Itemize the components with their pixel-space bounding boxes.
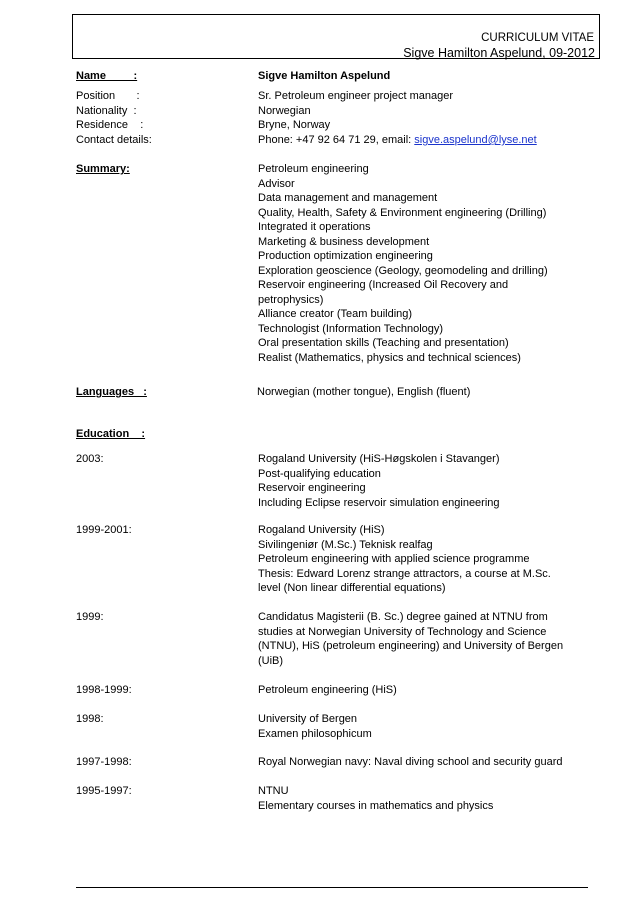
education-detail-line: Sivilingeniør (M.Sc.) Teknisk realfag bbox=[258, 538, 433, 551]
education-detail-line: studies at Norwegian University of Technology and Science bbox=[258, 625, 547, 638]
education-detail-line: Including Eclipse reservoir simulation engineering bbox=[258, 496, 500, 509]
education-detail-line: Elementary courses in mathematics and physics bbox=[258, 799, 494, 812]
summary-item: Reservoir engineering (Increased Oil Recovery and bbox=[258, 279, 509, 291]
summary-label: Summary: bbox=[76, 163, 130, 175]
education-detail-line: NTNU bbox=[258, 785, 289, 797]
education-details bbox=[258, 784, 558, 813]
education-year: 1997-1998: bbox=[76, 756, 132, 768]
education-detail-line: Post-qualifying education bbox=[258, 467, 381, 480]
education-detail-line: Rogaland University (HiS) bbox=[258, 524, 385, 536]
summary-list bbox=[258, 162, 558, 365]
name-label: Name : bbox=[76, 70, 138, 82]
summary-item: Integrated it operations bbox=[258, 221, 371, 233]
education-details bbox=[258, 712, 558, 741]
summary-item: Oral presentation skills (Teaching and presentation) bbox=[258, 337, 509, 349]
summary-item: Petroleum engineering bbox=[258, 163, 369, 175]
education-detail-line: University of Bergen bbox=[258, 713, 358, 725]
education-detail-line: Petroleum engineering with applied science programme bbox=[258, 553, 530, 565]
education-detail-line: Thesis: Edward Lorenz strange attractors, a course at M.Sc. bbox=[258, 567, 551, 580]
education-year: 2003: bbox=[76, 453, 104, 465]
residence-label: Residence : bbox=[76, 119, 144, 131]
summary-item: Realist (Mathematics, physics and technical sciences) bbox=[258, 351, 521, 364]
summary-item: Marketing & business development bbox=[258, 235, 430, 248]
education-detail-line: Reservoir engineering bbox=[258, 482, 366, 494]
nationality-label: Nationality : bbox=[76, 105, 137, 117]
name-value: Sigve Hamilton Aspelund bbox=[258, 70, 391, 82]
summary-item: Technologist (Information Technology) bbox=[258, 322, 444, 335]
education-year: 1998: bbox=[76, 713, 104, 725]
residence-value: Bryne, Norway bbox=[258, 119, 331, 131]
summary-item: Exploration geoscience (Geology, geomodeling and drilling) bbox=[258, 264, 548, 277]
education-detail-line: Petroleum engineering (HiS) bbox=[258, 684, 397, 696]
summary-item: Production optimization engineering bbox=[258, 250, 433, 262]
education-detail-line: (NTNU), HiS (petroleum engineering) and University of Bergen bbox=[258, 640, 564, 652]
document-type: CURRICULUM VITAE bbox=[481, 32, 594, 44]
languages-value: Norwegian (mother tongue), English (fluent) bbox=[257, 386, 471, 398]
education-details bbox=[258, 610, 564, 668]
summary-item: Quality, Health, Safety & Environment engineering (Drilling) bbox=[258, 206, 547, 219]
education-details bbox=[258, 683, 558, 698]
education-details bbox=[258, 755, 563, 770]
document-subtitle: Sigve Hamilton Aspelund, 09-2012 bbox=[403, 46, 595, 60]
education-detail-line: Royal Norwegian navy: Naval diving school and security guard bbox=[258, 756, 563, 768]
education-details bbox=[258, 452, 558, 510]
education-detail-line: (UiB) bbox=[258, 654, 284, 667]
education-year: 1995-1997: bbox=[76, 785, 132, 797]
contact-value bbox=[258, 133, 558, 148]
education-details bbox=[258, 523, 558, 596]
education-detail-line: Rogaland University (HiS-Høgskolen i Stavanger) bbox=[258, 453, 500, 465]
languages-label: Languages : bbox=[76, 386, 147, 398]
position-value: Sr. Petroleum engineer project manager bbox=[258, 90, 454, 102]
summary-item: petrophysics) bbox=[258, 293, 324, 306]
education-year: 1999: bbox=[76, 611, 104, 623]
position-label: Position : bbox=[76, 90, 140, 102]
education-year: 1999-2001: bbox=[76, 524, 132, 536]
education-year: 1998-1999: bbox=[76, 684, 132, 696]
summary-item: Advisor bbox=[258, 177, 295, 190]
footer-rule bbox=[76, 887, 588, 888]
email-link[interactable]: sigve.aspelund@lyse.net bbox=[414, 134, 537, 146]
education-label: Education : bbox=[76, 428, 146, 440]
education-detail-line: Candidatus Magisterii (B. Sc.) degree gained at NTNU from bbox=[258, 611, 548, 623]
education-detail-line: level (Non linear differential equations) bbox=[258, 582, 446, 594]
contact-phone: Phone: +47 92 64 71 29, email: bbox=[258, 134, 415, 146]
summary-item: Alliance creator (Team building) bbox=[258, 308, 413, 320]
nationality-value: Norwegian bbox=[258, 105, 311, 117]
contact-label: Contact details: bbox=[76, 134, 152, 146]
education-detail-line: Examen philosophicum bbox=[258, 727, 372, 740]
summary-item: Data management and management bbox=[258, 192, 438, 204]
header-box bbox=[72, 14, 600, 59]
